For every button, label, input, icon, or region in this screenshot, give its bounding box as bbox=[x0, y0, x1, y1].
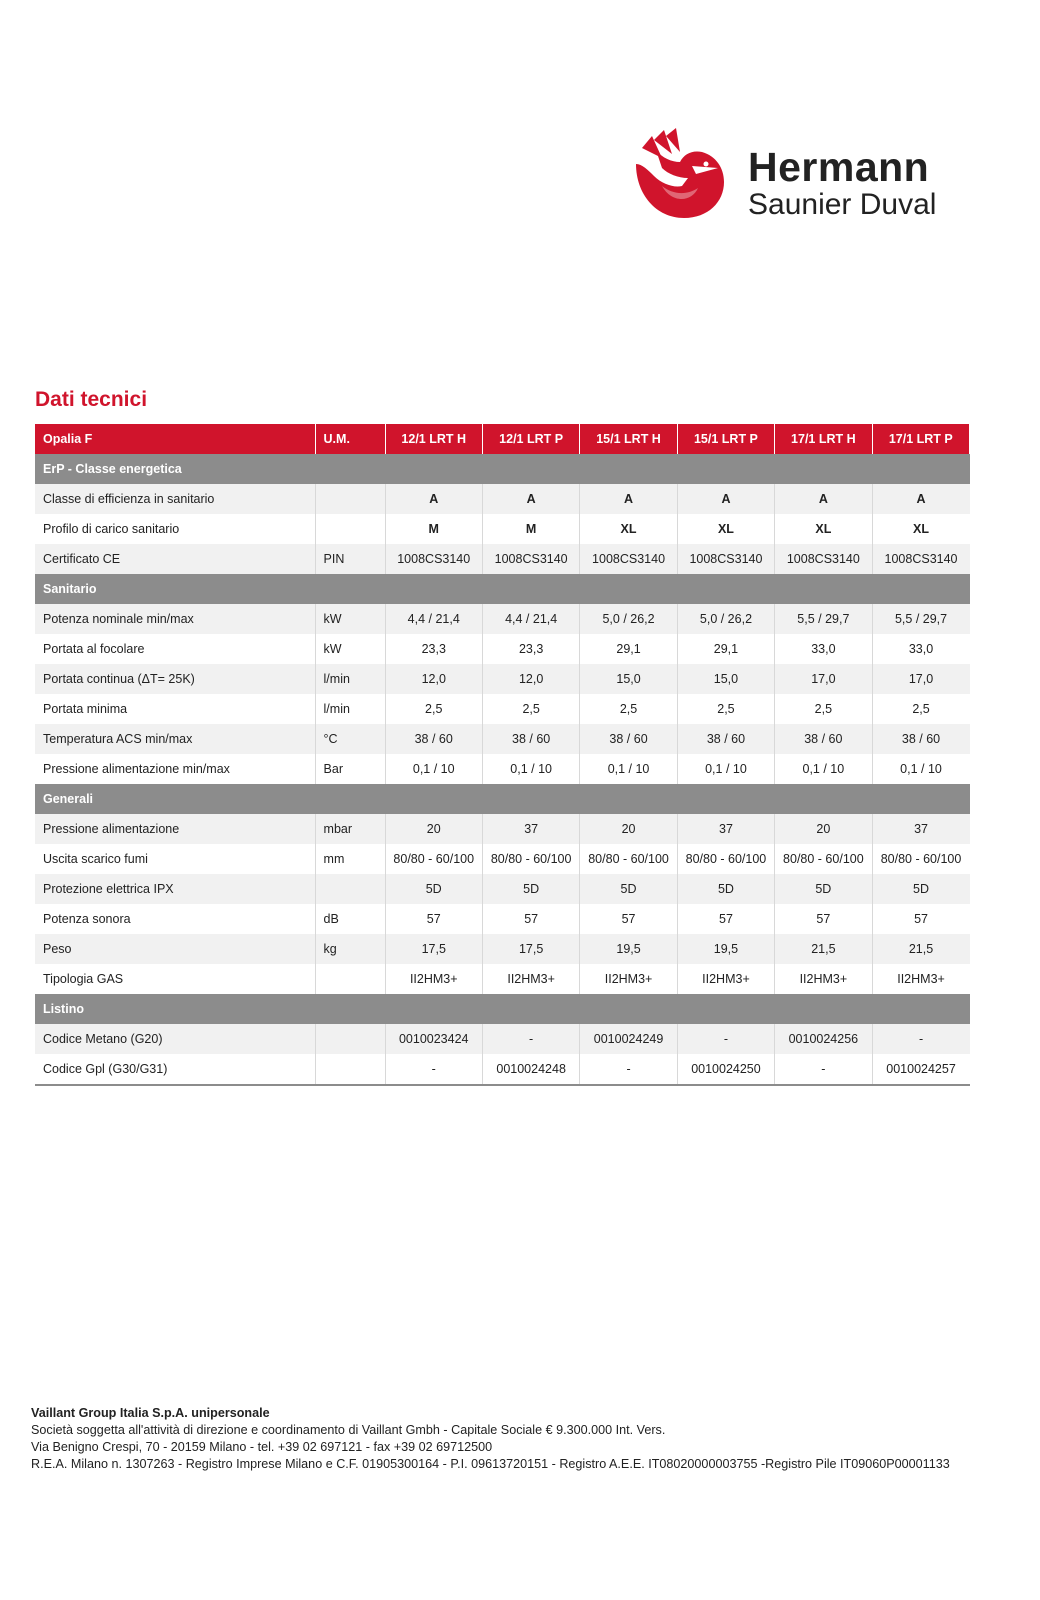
cell-value: A bbox=[385, 484, 482, 514]
header-model: 17/1 LRT P bbox=[872, 424, 969, 454]
cell-value: 80/80 - 60/100 bbox=[775, 844, 872, 874]
cell-value: 33,0 bbox=[775, 634, 872, 664]
row-unit bbox=[315, 1054, 385, 1085]
row-label: Tipologia GAS bbox=[35, 964, 315, 994]
cell-value: 80/80 - 60/100 bbox=[385, 844, 482, 874]
cell-value: 37 bbox=[677, 814, 774, 844]
cell-value: XL bbox=[580, 514, 677, 544]
cell-value: 57 bbox=[775, 904, 872, 934]
table-row bbox=[35, 844, 970, 874]
cell-value: 80/80 - 60/100 bbox=[872, 844, 969, 874]
cell-value: 20 bbox=[385, 814, 482, 844]
cell-value: 2,5 bbox=[580, 694, 677, 724]
cell-value: 5,0 / 26,2 bbox=[580, 604, 677, 634]
header-model: 15/1 LRT P bbox=[677, 424, 774, 454]
cell-value: 15,0 bbox=[677, 664, 774, 694]
table-row bbox=[35, 874, 970, 904]
cell-value: 23,3 bbox=[482, 634, 579, 664]
cell-value: A bbox=[580, 484, 677, 514]
cell-value: 80/80 - 60/100 bbox=[580, 844, 677, 874]
group-listino bbox=[35, 994, 970, 1085]
cell-value: 0,1 / 10 bbox=[580, 754, 677, 784]
cell-value: 0010024257 bbox=[872, 1054, 969, 1085]
cell-value: 5,0 / 26,2 bbox=[677, 604, 774, 634]
cell-value: II2HM3+ bbox=[872, 964, 969, 994]
brand-name-line1: Hermann bbox=[748, 144, 930, 190]
brand-logo bbox=[632, 128, 952, 228]
cell-value: 38 / 60 bbox=[580, 724, 677, 754]
cell-value: II2HM3+ bbox=[775, 964, 872, 994]
cell-value: 12,0 bbox=[482, 664, 579, 694]
row-label: Potenza sonora bbox=[35, 904, 315, 934]
cell-value: 4,4 / 21,4 bbox=[482, 604, 579, 634]
table-row bbox=[35, 664, 970, 694]
cell-value: 57 bbox=[482, 904, 579, 934]
cell-value: A bbox=[872, 484, 969, 514]
table-row bbox=[35, 904, 970, 934]
cell-value: A bbox=[775, 484, 872, 514]
cell-value: - bbox=[775, 1054, 872, 1085]
row-unit: °C bbox=[315, 724, 385, 754]
header-model: 17/1 LRT H bbox=[775, 424, 872, 454]
cell-value: 21,5 bbox=[872, 934, 969, 964]
cell-value: - bbox=[580, 1054, 677, 1085]
section-title: Dati tecnici bbox=[35, 388, 148, 411]
row-unit: l/min bbox=[315, 694, 385, 724]
table-row bbox=[35, 1024, 970, 1054]
row-label: Certificato CE bbox=[35, 544, 315, 574]
row-label: Portata al focolare bbox=[35, 634, 315, 664]
cell-value: XL bbox=[775, 514, 872, 544]
row-label: Uscita scarico fumi bbox=[35, 844, 315, 874]
cell-value: II2HM3+ bbox=[580, 964, 677, 994]
cell-value: 5,5 / 29,7 bbox=[775, 604, 872, 634]
table-row bbox=[35, 514, 970, 544]
header-model: 12/1 LRT H bbox=[385, 424, 482, 454]
row-label: Portata continua (ΔT= 25K) bbox=[35, 664, 315, 694]
cell-value: 0,1 / 10 bbox=[482, 754, 579, 784]
footer-line: Via Benigno Crespi, 70 - 20159 Milano - tel. +39 02 697121 - fax +39 02 69712500 bbox=[31, 1440, 493, 1454]
cell-value: 12,0 bbox=[385, 664, 482, 694]
cell-value: 0,1 / 10 bbox=[385, 754, 482, 784]
table-row bbox=[35, 484, 970, 514]
cell-value: 5,5 / 29,7 bbox=[872, 604, 969, 634]
technical-data-table bbox=[35, 424, 970, 1086]
cell-value: 57 bbox=[385, 904, 482, 934]
group-sanitario bbox=[35, 574, 970, 784]
row-unit: kW bbox=[315, 634, 385, 664]
header-model: 12/1 LRT P bbox=[482, 424, 579, 454]
cell-value: 2,5 bbox=[677, 694, 774, 724]
cell-value: 0010023424 bbox=[385, 1024, 482, 1054]
cell-value: 2,5 bbox=[385, 694, 482, 724]
cell-value: 17,0 bbox=[872, 664, 969, 694]
group-generali bbox=[35, 784, 970, 994]
hermann-bird-logo-icon bbox=[632, 128, 728, 224]
cell-value: 0,1 / 10 bbox=[872, 754, 969, 784]
cell-value: 1008CS3140 bbox=[580, 544, 677, 574]
cell-value: 29,1 bbox=[677, 634, 774, 664]
cell-value: 0010024256 bbox=[775, 1024, 872, 1054]
row-unit: kW bbox=[315, 604, 385, 634]
cell-value: 20 bbox=[580, 814, 677, 844]
row-label: Peso bbox=[35, 934, 315, 964]
table-row bbox=[35, 964, 970, 994]
row-unit: mbar bbox=[315, 814, 385, 844]
cell-value: - bbox=[482, 1024, 579, 1054]
cell-value: 0010024250 bbox=[677, 1054, 774, 1085]
row-unit: kg bbox=[315, 934, 385, 964]
cell-value: 2,5 bbox=[482, 694, 579, 724]
cell-value: 5D bbox=[482, 874, 579, 904]
cell-value: 2,5 bbox=[872, 694, 969, 724]
cell-value: 20 bbox=[775, 814, 872, 844]
cell-value: 4,4 / 21,4 bbox=[385, 604, 482, 634]
cell-value: 57 bbox=[872, 904, 969, 934]
cell-value: 57 bbox=[677, 904, 774, 934]
table-row bbox=[35, 934, 970, 964]
cell-value: 5D bbox=[775, 874, 872, 904]
cell-value: 19,5 bbox=[677, 934, 774, 964]
row-label: Potenza nominale min/max bbox=[35, 604, 315, 634]
row-label: Pressione alimentazione min/max bbox=[35, 754, 315, 784]
cell-value: 1008CS3140 bbox=[677, 544, 774, 574]
cell-value: 5D bbox=[580, 874, 677, 904]
footer-company-name: Vaillant Group Italia S.p.A. unipersonale bbox=[31, 1406, 270, 1420]
cell-value: 19,5 bbox=[580, 934, 677, 964]
table-row bbox=[35, 544, 970, 574]
row-unit bbox=[315, 964, 385, 994]
row-label: Protezione elettrica IPX bbox=[35, 874, 315, 904]
cell-value: 80/80 - 60/100 bbox=[677, 844, 774, 874]
row-label: Temperatura ACS min/max bbox=[35, 724, 315, 754]
table-row bbox=[35, 1054, 970, 1085]
cell-value: 5D bbox=[385, 874, 482, 904]
row-unit: mm bbox=[315, 844, 385, 874]
table-row bbox=[35, 814, 970, 844]
cell-value: 23,3 bbox=[385, 634, 482, 664]
table-row bbox=[35, 724, 970, 754]
row-unit bbox=[315, 874, 385, 904]
table-row bbox=[35, 604, 970, 634]
cell-value: 21,5 bbox=[775, 934, 872, 964]
table-row bbox=[35, 634, 970, 664]
cell-value: 38 / 60 bbox=[872, 724, 969, 754]
cell-value: 33,0 bbox=[872, 634, 969, 664]
cell-value: A bbox=[677, 484, 774, 514]
cell-value: 1008CS3140 bbox=[775, 544, 872, 574]
cell-value: 17,5 bbox=[385, 934, 482, 964]
row-unit: PIN bbox=[315, 544, 385, 574]
row-label: Portata minima bbox=[35, 694, 315, 724]
cell-value: 17,0 bbox=[775, 664, 872, 694]
row-label: Profilo di carico sanitario bbox=[35, 514, 315, 544]
row-unit bbox=[315, 484, 385, 514]
cell-value: II2HM3+ bbox=[385, 964, 482, 994]
cell-value: XL bbox=[872, 514, 969, 544]
group-title: Generali bbox=[35, 784, 970, 814]
header-model: 15/1 LRT H bbox=[580, 424, 677, 454]
row-label: Classe di efficienza in sanitario bbox=[35, 484, 315, 514]
cell-value: 5D bbox=[677, 874, 774, 904]
cell-value: 5D bbox=[872, 874, 969, 904]
cell-value: 2,5 bbox=[775, 694, 872, 724]
cell-value: 1008CS3140 bbox=[872, 544, 969, 574]
cell-value: 38 / 60 bbox=[677, 724, 774, 754]
cell-value: 1008CS3140 bbox=[482, 544, 579, 574]
cell-value: 38 / 60 bbox=[775, 724, 872, 754]
table-row bbox=[35, 694, 970, 724]
group-title: ErP - Classe energetica bbox=[35, 454, 970, 484]
row-unit: Bar bbox=[315, 754, 385, 784]
row-label: Codice Gpl (G30/G31) bbox=[35, 1054, 315, 1085]
cell-value: 0,1 / 10 bbox=[775, 754, 872, 784]
header-product: Opalia F bbox=[35, 424, 315, 454]
cell-value: - bbox=[677, 1024, 774, 1054]
cell-value: 0,1 / 10 bbox=[677, 754, 774, 784]
cell-value: 80/80 - 60/100 bbox=[482, 844, 579, 874]
cell-value: II2HM3+ bbox=[677, 964, 774, 994]
group-title: Listino bbox=[35, 994, 970, 1024]
company-footer bbox=[31, 1405, 991, 1473]
row-unit bbox=[315, 1024, 385, 1054]
cell-value: A bbox=[482, 484, 579, 514]
cell-value: 0010024248 bbox=[482, 1054, 579, 1085]
group-title: Sanitario bbox=[35, 574, 970, 604]
cell-value: 37 bbox=[482, 814, 579, 844]
cell-value: 57 bbox=[580, 904, 677, 934]
header-unit: U.M. bbox=[315, 424, 385, 454]
cell-value: 38 / 60 bbox=[385, 724, 482, 754]
footer-line: Società soggetta all'attività di direzione e coordinamento di Vaillant Gmbh - Capitale Sociale € 9.300.000 Int. Vers. bbox=[31, 1423, 666, 1437]
cell-value: M bbox=[482, 514, 579, 544]
cell-value: - bbox=[872, 1024, 969, 1054]
cell-value: M bbox=[385, 514, 482, 544]
row-label: Pressione alimentazione bbox=[35, 814, 315, 844]
cell-value: 38 / 60 bbox=[482, 724, 579, 754]
row-label: Codice Metano (G20) bbox=[35, 1024, 315, 1054]
cell-value: 17,5 bbox=[482, 934, 579, 964]
cell-value: - bbox=[385, 1054, 482, 1085]
cell-value: II2HM3+ bbox=[482, 964, 579, 994]
brand-name-line2: Saunier Duval bbox=[748, 188, 937, 221]
cell-value: XL bbox=[677, 514, 774, 544]
cell-value: 29,1 bbox=[580, 634, 677, 664]
row-unit bbox=[315, 514, 385, 544]
footer-line: R.E.A. Milano n. 1307263 - Registro Imprese Milano e C.F. 01905300164 - P.I. 09613720151 - Registro A.E.E. IT08020000003755 -Registro Pile IT09060P00001133 bbox=[31, 1457, 950, 1471]
cell-value: 15,0 bbox=[580, 664, 677, 694]
row-unit: dB bbox=[315, 904, 385, 934]
cell-value: 0010024249 bbox=[580, 1024, 677, 1054]
table-header-row bbox=[35, 424, 970, 454]
cell-value: 1008CS3140 bbox=[385, 544, 482, 574]
row-unit: l/min bbox=[315, 664, 385, 694]
cell-value: 37 bbox=[872, 814, 969, 844]
group-erp bbox=[35, 454, 970, 574]
table-row bbox=[35, 754, 970, 784]
